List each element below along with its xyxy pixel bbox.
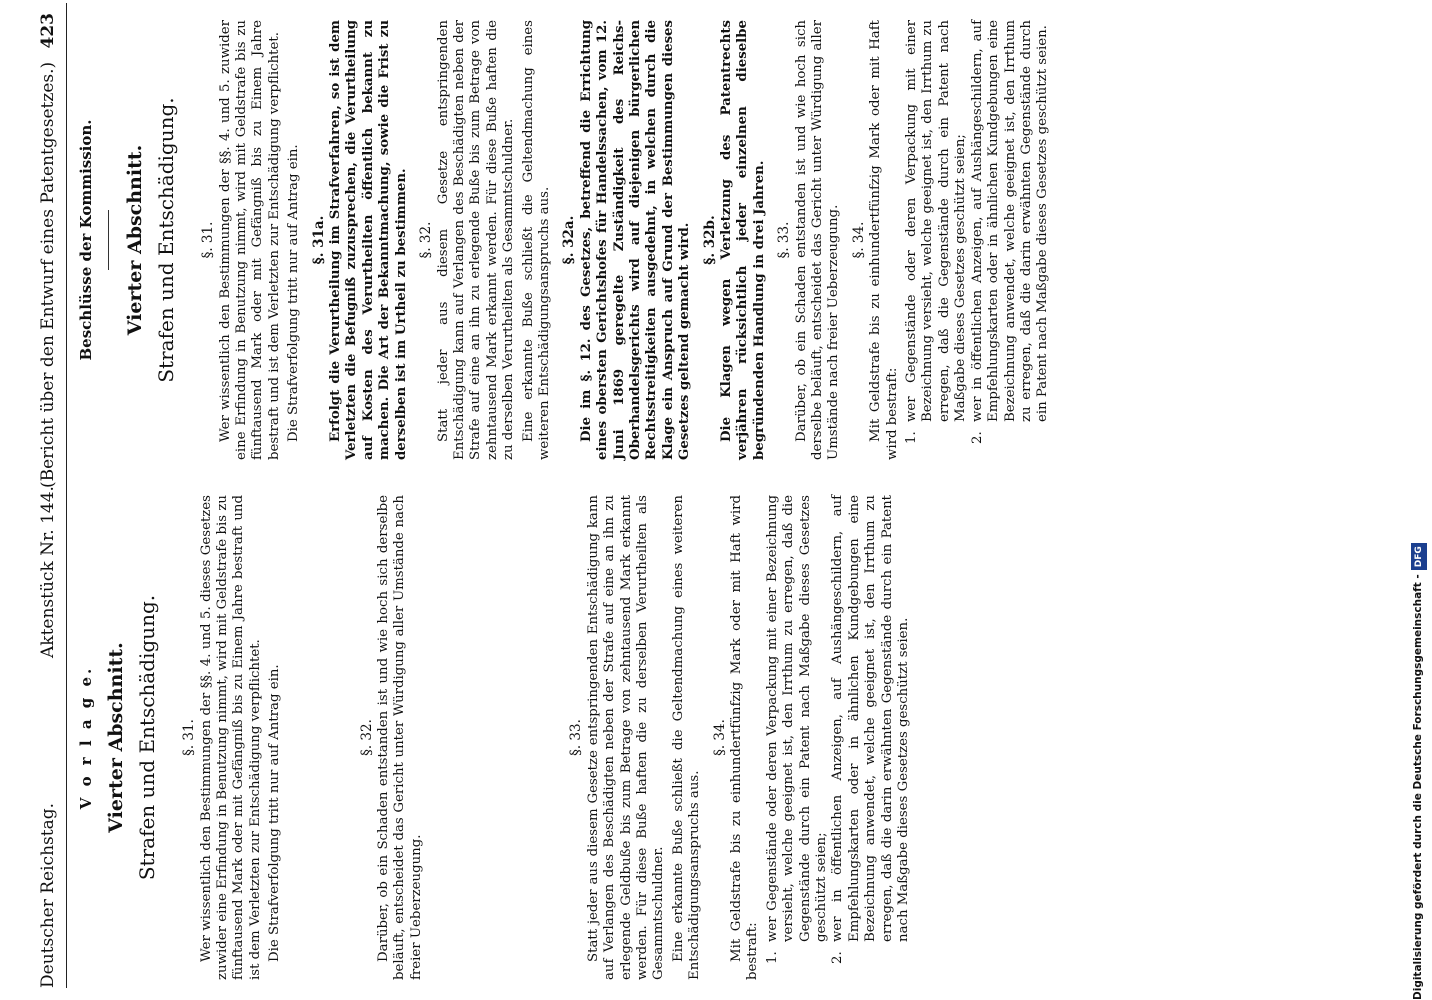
paragraph-text: Mit Geldstrafe bis zu einhundertfünfzig Mark oder mit Haft wird bestraft:: [868, 20, 900, 460]
enumerated-list: [765, 495, 913, 964]
paragraph-heading: §. 33.: [776, 221, 793, 259]
paragraph-text: Eine erkannte Buße schließt die Geltendmachung eines weiteren Entschädigungsanspruchs aus.: [670, 495, 703, 980]
paragraph-text: Erfolgt die Verurtheilung im Strafverfahren, so ist dem Verletzten die Befugniß zuzusprechen, die Verurtheilung auf Kosten des Verurtheilten öffentlich bekannt zu machen. Die Art der Bekanntmachung, sowie die Frist zu derselben ist im Urtheil zu bestimmen.: [328, 20, 409, 460]
column-vorlage: [78, 495, 912, 980]
digitization-credit: [1410, 8, 1426, 1000]
paragraph-heading: §. 32a.: [561, 215, 578, 265]
paragraph-heading: §. 31.: [200, 221, 217, 259]
list-item: [830, 495, 912, 964]
divider: [108, 210, 109, 270]
enumerated-list: [904, 20, 1052, 444]
paragraph-text: Darüber, ob ein Schaden entstanden ist und wie hoch sich derselbe beläuft, entscheidet das Gericht unter Würdigung aller Umstände nach freier Ueberzeugung.: [376, 495, 424, 980]
paragraph-heading: §. 33.: [568, 719, 585, 756]
paragraph-heading: §. 34.: [711, 719, 728, 756]
list-item-text: wer in öffentlichen Anzeigen, auf Aushängeschildern, auf Empfehlungskarten oder in ähnlichen Kundgebungen eine Bezeichnung anwendet, welche geeignet ist, den Irrthum zu erregen, daß die darin erwähnten Gegenstände durch ein Patent nach Maßgabe dieses Gesetzes geschützt seien.: [969, 20, 1051, 422]
chapter-subtitle: Strafen und Entschädigung.: [153, 97, 178, 383]
list-item-text: wer Gegenstände oder deren Verpackung mit einer Bezeichnung versieht, welche geeignet ist, den Irrthum zu erregen, daß die Gegenstände durch ein Patent nach Maßgabe dieses Gesetzes geschützt seien;: [764, 495, 829, 942]
paragraph-text: Die Strafverfolgung tritt nur auf Antrag ein.: [286, 144, 302, 442]
section-title: Beschlüsse der Kommission.: [77, 119, 95, 361]
header-document-number: Aktenstück Nr. 144.: [38, 486, 58, 658]
header-report-title: (Bericht über den Entwurf eines Patentgesetzes.): [38, 61, 58, 488]
paragraph-text: Mit Geldstrafe bis zu einhundertfünfzig Mark oder mit Haft wird bestraft:: [728, 495, 761, 980]
list-item: [765, 495, 831, 964]
list-item-number: 1.: [904, 431, 920, 444]
list-item-number: 2.: [969, 431, 985, 444]
paragraph-text: Eine erkannte Buße schließt die Geltendmachung eines weiteren Entschädigungsanspruchs aus.: [520, 20, 552, 460]
paragraph-heading: §. 32.: [358, 719, 375, 756]
page-number: 423: [38, 13, 58, 49]
paragraph-text: Wer wissentlich den Bestimmungen der §§. 4. und 5. dieses Gesetzes zuwider eine Erfindung in Benutzung nimmt, wird mit Geldstrafe bis zu fünftausend Mark oder mit Gefängniß bis zu Einem Jahre bestraft und ist dem Verletzten zur Entschädigung verpflichtet.: [198, 495, 263, 980]
paragraph-heading: §. 32.: [418, 221, 435, 259]
header-title: Deutscher Reichstag.: [38, 803, 58, 988]
section-title: V o r l a g e.: [77, 665, 95, 810]
chapter-title: Vierter Abschnitt.: [105, 642, 128, 833]
paragraph-text: Die Strafverfolgung tritt nur auf Antrag ein.: [267, 664, 283, 962]
list-item: [904, 20, 970, 444]
list-item-number: 2.: [830, 951, 846, 964]
paragraph-heading: §. 31.: [181, 719, 198, 756]
paragraph-heading: §. 32b.: [701, 215, 718, 265]
list-item-text: wer in öffentlichen Anzeigen, auf Aushängeschildern, auf Empfehlungskarten oder in ähnlichen Kundgebungen eine Bezeichnung anwendet, welche geeignet ist, den Irrthum zu erregen, daß die darin erwähnten Gegenstände durch ein Patent nach Maßgabe dieses Gesetzes geschützt seien.: [830, 495, 911, 942]
chapter-subtitle: Strafen und Entschädigung.: [134, 594, 159, 881]
list-item-number: 1.: [764, 951, 780, 964]
paragraph-text: Die im §. 12. des Gesetzes, betreffend die Errichtung eines obersten Gerichtshofes für Handelssachen, vom 12. Juni 1869 geregelte Zuständigkeit des Reichs-Oberhandelsgerichts wird auf diejenigen bürgerlichen Rechtsstreitigkeiten ausgedehnt, in welchen durch die Klage ein Anspruch auf Grund der Bestimmungen dieses Gesetzes geltend gemacht wird.: [578, 20, 693, 460]
paragraph-text: Statt jeder aus diesem Gesetze entspringenden Entschädigung kann auf Verlangen des Beschädigten neben der Strafe auf eine an ihn zu erlegende Geldbuße bis zum Betrage von zehntausend Mark erkannt werden. Für diese Buße haften die zu derselben Verurtheilten als Gesammtschuldner.: [585, 495, 667, 980]
list-item-text: wer Gegenstände oder deren Verpackung mit einer Bezeichnung versieht, welche geeignet ist, den Irrthum zu erregen, daß die Gegenstände durch ein Patent nach Maßgabe dieses Gesetzes geschützt seien;: [904, 20, 969, 422]
paragraph-text: Darüber, ob ein Schaden entstanden ist und wie hoch sich derselbe beläuft, entscheidet das Gericht unter Würdigung aller Umstände nach freier Ueberzeugung.: [793, 20, 842, 460]
paragraph-heading: §. 31a.: [310, 215, 327, 265]
column-kommission: [78, 20, 1052, 460]
dfg-logo: DFG: [1411, 543, 1427, 570]
paragraph-text: Die Klagen wegen Verletzung des Patentrechts verjähren rücksichtlich jeder einzelnen dieselbe begründenden Handlung in drei Jahren.: [719, 20, 767, 460]
paragraph-text: Statt jeder aus diesem Gesetze entspringenden Entschädigung kann auf Verlangen des Beschädigten neben der Strafe auf eine an ihn zu erlegende Buße bis zum Betrage von zehntausend Mark erkannt werden. Für diese Buße haften die zu derselben Verurtheilten als Gesammtschuldner.: [435, 20, 517, 460]
list-item: [970, 20, 1052, 444]
paragraph-text: Wer wissentlich den Bestimmungen der §§. 4. und 5. zuwider eine Erfindung in Benutzung nimmt, wird mit Geldstrafe bis zu fünftausend Mark oder mit Gefängniß bis zu Einem Jahre bestraft und ist dem Verletzten zur Entschädigung verpflichtet.: [217, 20, 282, 460]
chapter-title: Vierter Abschnitt.: [124, 144, 147, 336]
paragraph-heading: §. 34.: [850, 221, 867, 259]
page-header: [32, 3, 67, 988]
digitization-credit-text: Digitalisierung gefördert durch die Deutsche Forschungsgemeinschaft -: [1412, 574, 1424, 1000]
